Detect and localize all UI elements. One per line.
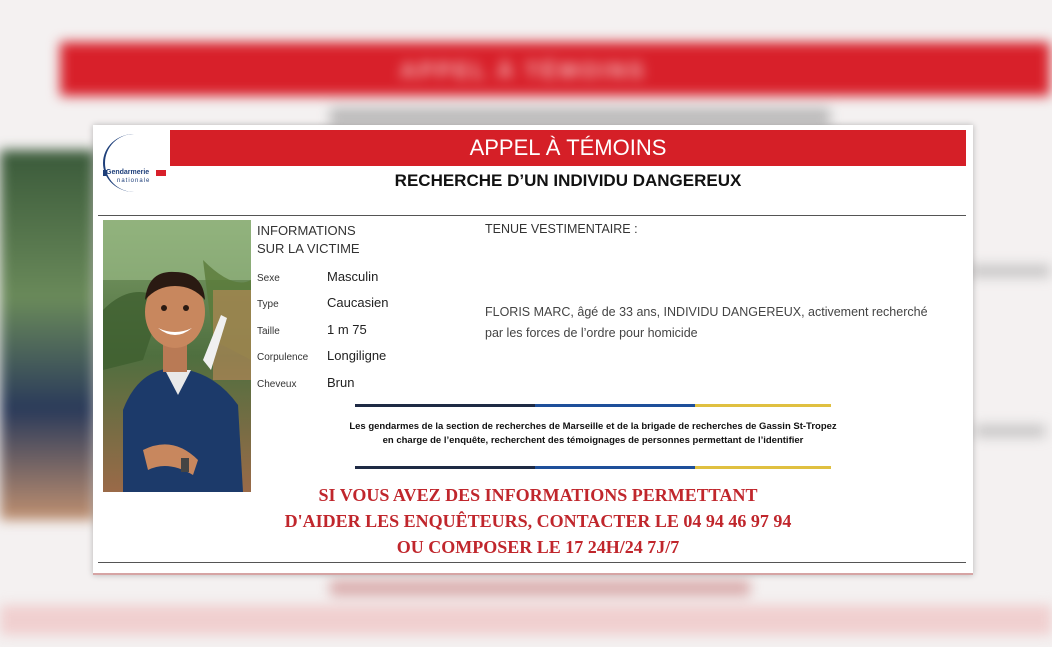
description-line: par les forces de l’ordre pour homicide <box>485 326 698 340</box>
stripe-navy <box>355 404 535 407</box>
field-label: Type <box>257 299 279 310</box>
poster-title: APPEL À TÉMOINS <box>170 130 966 166</box>
suspect-description <box>485 302 955 344</box>
field-taille <box>257 322 367 337</box>
field-value: Caucasien <box>327 295 389 310</box>
suspect-photo <box>103 220 251 492</box>
field-label: Cheveux <box>257 379 297 390</box>
field-value: 1 m 75 <box>327 322 367 337</box>
victim-info-heading-line1: INFORMATIONS <box>257 223 356 238</box>
logo-name: Gendarmerie <box>106 169 150 176</box>
field-type <box>257 295 388 310</box>
wanted-poster <box>93 125 973 575</box>
stripe-blue <box>535 466 695 469</box>
victim-info-heading <box>257 222 360 258</box>
field-value: Brun <box>327 375 355 390</box>
blurred-bottom-band <box>0 605 1052 635</box>
logo-flag-red <box>156 170 166 176</box>
blurred-text <box>970 265 1050 277</box>
logo-subname: nationale <box>117 178 151 184</box>
divider <box>98 562 966 563</box>
field-corpulence <box>257 348 386 363</box>
contact-line: D'AIDER LES ENQUÊTEURS, CONTACTER LE 04 94 46 97 94 <box>284 511 792 531</box>
notice-line: Les gendarmes de la section de recherches de Marseille et de la brigade de recherches de Gassin St-Tropez <box>349 421 837 432</box>
contact-call-to-action <box>213 482 863 560</box>
blurred-contact-text <box>330 580 750 596</box>
stripe-gold <box>695 404 831 407</box>
stripe-blue <box>535 404 695 407</box>
tricolor-stripe <box>355 404 831 407</box>
investigation-notice <box>293 420 893 448</box>
gendarmerie-logo <box>101 132 167 194</box>
notice-line: en charge de l’enquête, recherchent des témoignages de personnes permettant de l’identifier <box>382 435 804 446</box>
field-label: Taille <box>257 326 280 337</box>
field-value: Longiligne <box>327 348 387 363</box>
victim-info-heading-line2: SUR LA VICTIME <box>257 241 360 256</box>
blurred-photo <box>0 150 95 520</box>
blurred-text <box>975 425 1045 437</box>
suspect-photo-image <box>103 220 251 492</box>
blurred-subtitle <box>330 108 830 126</box>
stripe-gold <box>695 466 831 469</box>
divider <box>98 215 966 216</box>
field-sexe <box>257 269 378 284</box>
contact-line: SI VOUS AVEZ DES INFORMATIONS PERMETTANT <box>318 485 758 505</box>
clothing-heading: TENUE VESTIMENTAIRE : <box>485 222 638 236</box>
field-label: Corpulence <box>257 352 309 363</box>
field-cheveux <box>257 375 354 390</box>
field-label: Sexe <box>257 273 280 284</box>
stripe-navy <box>355 466 535 469</box>
field-value: Masculin <box>327 269 379 284</box>
contact-line: OU COMPOSER LE 17 24H/24 7J/7 <box>396 537 680 557</box>
tricolor-stripe <box>355 466 831 469</box>
blurred-title-text: APPEL À TÉMOINS <box>400 58 647 83</box>
poster-subtitle: RECHERCHE D’UN INDIVIDU DANGEREUX <box>394 171 742 190</box>
description-line: FLORIS MARC, âgé de 33 ans, INDIVIDU DANGEREUX, activement recherché <box>485 305 928 319</box>
